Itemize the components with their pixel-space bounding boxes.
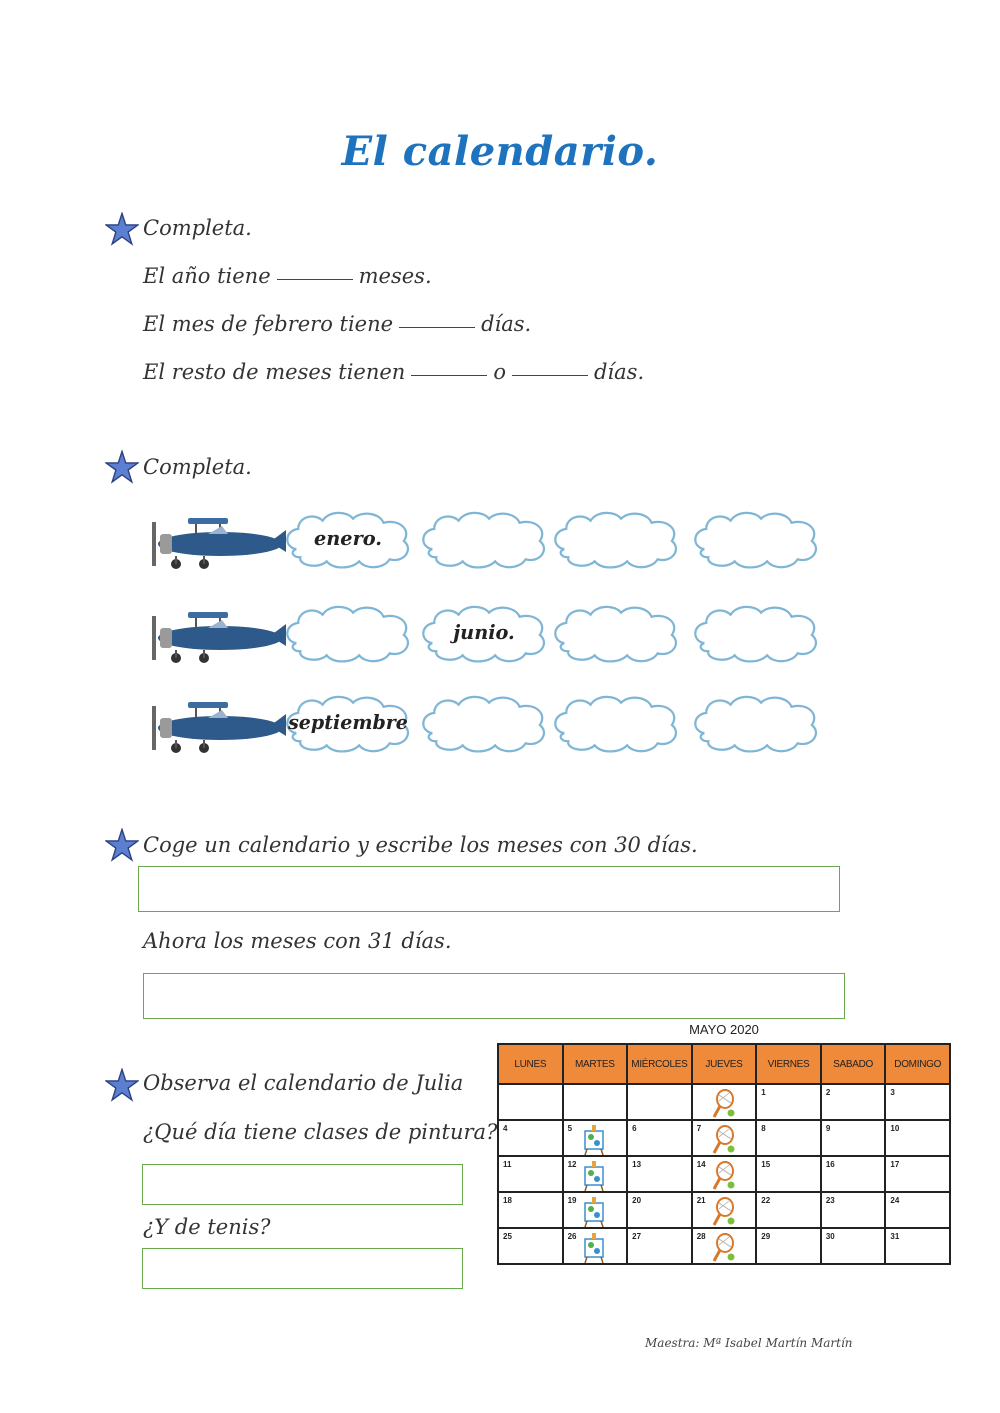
cloud-answer[interactable] xyxy=(550,600,682,666)
calendar-day-cell xyxy=(821,1120,886,1156)
footer-teacher: Maestra: Mª Isabel Martín Martín xyxy=(645,1336,853,1350)
cloud-answer[interactable] xyxy=(282,506,414,572)
blank-input[interactable] xyxy=(277,279,353,280)
calendar-day-header: DOMINGO xyxy=(885,1044,950,1084)
months-30-days-input[interactable] xyxy=(138,866,840,912)
calendar-week-row xyxy=(498,1156,950,1192)
calendar-day-cell xyxy=(821,1192,886,1228)
tennis-racket-icon xyxy=(711,1125,735,1155)
calendar-day-number: 4 xyxy=(503,1124,508,1133)
calendar-week-row xyxy=(498,1120,950,1156)
calendar-day-cell xyxy=(498,1084,563,1120)
section2-heading: Completa. xyxy=(143,455,252,479)
section3-heading: Coge un calendario y escribe los meses con 30 días. xyxy=(143,833,698,857)
cloud-answer[interactable] xyxy=(690,600,822,666)
calendar-day-header: VIERNES xyxy=(756,1044,821,1084)
cloud-answer[interactable] xyxy=(418,506,550,572)
blank-input[interactable] xyxy=(512,375,588,376)
cloud-word: septiembre xyxy=(287,711,408,735)
calendar-day-number: 31 xyxy=(890,1232,900,1241)
section1-heading: Completa. xyxy=(143,216,252,240)
calendar-day-cell xyxy=(885,1192,950,1228)
calendar-day-number: 3 xyxy=(890,1088,895,1097)
calendar-day-cell xyxy=(627,1084,692,1120)
star-icon xyxy=(105,450,139,484)
blank-input[interactable] xyxy=(399,327,475,328)
tennis-answer-input[interactable] xyxy=(142,1248,463,1289)
calendar-day-cell xyxy=(821,1084,886,1120)
cloud-answer[interactable] xyxy=(550,690,682,756)
tennis-racket-icon xyxy=(711,1197,735,1227)
calendar-day-cell xyxy=(692,1156,757,1192)
section3-subheading: Ahora los meses con 31 días. xyxy=(143,929,452,953)
calendar-week-row xyxy=(498,1228,950,1264)
calendar-day-header: MARTES xyxy=(563,1044,628,1084)
calendar-day-cell xyxy=(756,1156,821,1192)
airplane-icon xyxy=(148,606,288,666)
calendar-day-cell xyxy=(692,1120,757,1156)
calendar-day-number: 23 xyxy=(825,1196,835,1205)
calendar-day-cell xyxy=(756,1120,821,1156)
calendar-day-number: 5 xyxy=(567,1124,573,1133)
calendar-day-cell xyxy=(563,1084,628,1120)
tennis-racket-icon xyxy=(711,1089,735,1119)
section1-line3: El resto de meses tienen o días. xyxy=(143,360,645,384)
calendar-day-number: 28 xyxy=(696,1232,706,1241)
calendar-day-cell xyxy=(885,1120,950,1156)
calendar-week-row xyxy=(498,1192,950,1228)
painting-answer-input[interactable] xyxy=(142,1164,463,1205)
cloud-answer[interactable] xyxy=(418,600,550,666)
calendar-day-number: 1 xyxy=(761,1088,766,1097)
calendar-day-cell xyxy=(563,1228,628,1264)
calendar-day-number: 6 xyxy=(632,1124,637,1133)
page-title: El calendario. xyxy=(341,128,659,175)
calendar-day-number: 15 xyxy=(761,1160,771,1169)
calendar-day-cell xyxy=(563,1192,628,1228)
star-icon xyxy=(105,828,139,862)
calendar-day-cell xyxy=(498,1228,563,1264)
calendar-day-header: SABADO xyxy=(821,1044,886,1084)
calendar-day-cell xyxy=(498,1156,563,1192)
question-painting: ¿Qué día tiene clases de pintura? xyxy=(143,1120,498,1144)
cloud-answer[interactable] xyxy=(550,506,682,572)
section4-heading: Observa el calendario de Julia xyxy=(143,1071,464,1095)
calendar-header-row xyxy=(498,1044,950,1084)
section1-line1: El año tiene meses. xyxy=(143,264,432,288)
tennis-racket-icon xyxy=(711,1233,735,1263)
calendar-day-cell xyxy=(756,1084,821,1120)
calendar-day-number: 11 xyxy=(503,1160,512,1169)
calendar-week-row xyxy=(498,1084,950,1120)
calendar-day-cell xyxy=(627,1228,692,1264)
airplane-icon xyxy=(148,696,288,756)
calendar-day-number: 25 xyxy=(503,1232,512,1241)
calendar-day-number: 12 xyxy=(567,1160,577,1169)
blank-input[interactable] xyxy=(411,375,487,376)
calendar-day-cell xyxy=(563,1156,628,1192)
calendar-day-number: 19 xyxy=(567,1196,577,1205)
airplane-icon xyxy=(148,512,288,572)
painting-easel-icon xyxy=(582,1161,606,1191)
calendar-day-cell xyxy=(563,1120,628,1156)
calendar-day-cell xyxy=(756,1228,821,1264)
painting-easel-icon xyxy=(582,1233,606,1263)
cloud-word: enero. xyxy=(314,527,382,551)
calendar-day-number: 18 xyxy=(503,1196,512,1205)
calendar-day-cell xyxy=(756,1192,821,1228)
cloud-word: junio. xyxy=(453,621,515,645)
calendar-day-number: 14 xyxy=(696,1160,706,1169)
calendar-day-number: 21 xyxy=(696,1196,706,1205)
calendar-day-cell xyxy=(627,1192,692,1228)
painting-easel-icon xyxy=(582,1125,606,1155)
section1-line2: El mes de febrero tiene días. xyxy=(143,312,532,336)
calendar-day-number: 24 xyxy=(890,1196,900,1205)
calendar-day-number: 8 xyxy=(761,1124,766,1133)
calendar-day-cell xyxy=(692,1192,757,1228)
calendar-day-header: JUEVES xyxy=(692,1044,757,1084)
calendar-day-cell xyxy=(885,1228,950,1264)
calendar-title: MAYO 2020 xyxy=(689,1022,759,1037)
months-31-days-input[interactable] xyxy=(143,973,845,1019)
calendar-day-number: 26 xyxy=(567,1232,577,1241)
calendar-day-number: 7 xyxy=(696,1124,702,1133)
tennis-racket-icon xyxy=(711,1161,735,1191)
calendar-day-header: MIÉRCOLES xyxy=(627,1044,692,1084)
question-tennis: ¿Y de tenis? xyxy=(143,1215,271,1239)
calendar-day-number: 16 xyxy=(825,1160,835,1169)
cloud-answer[interactable] xyxy=(418,690,550,756)
calendar-day-cell xyxy=(498,1120,563,1156)
star-icon xyxy=(105,1068,139,1102)
calendar-day-cell xyxy=(692,1084,757,1120)
calendar-day-number: 27 xyxy=(632,1232,642,1241)
calendar-day-cell xyxy=(498,1192,563,1228)
calendar-day-number: 2 xyxy=(825,1088,831,1097)
calendar-day-number: 29 xyxy=(761,1232,771,1241)
cloud-answer[interactable] xyxy=(690,506,822,572)
calendar-day-number: 13 xyxy=(632,1160,642,1169)
calendar-day-cell xyxy=(627,1120,692,1156)
calendar-day-number: 30 xyxy=(825,1232,835,1241)
calendar-day-header: LUNES xyxy=(498,1044,563,1084)
calendar-day-cell xyxy=(627,1156,692,1192)
cloud-answer[interactable] xyxy=(690,690,822,756)
calendar-day-number: 22 xyxy=(761,1196,771,1205)
calendar-day-cell xyxy=(692,1228,757,1264)
calendar-day-cell xyxy=(885,1084,950,1120)
calendar-day-cell xyxy=(885,1156,950,1192)
painting-easel-icon xyxy=(582,1197,606,1227)
calendar-day-cell xyxy=(821,1228,886,1264)
cloud-answer[interactable] xyxy=(282,600,414,666)
calendar-day-number: 17 xyxy=(890,1160,900,1169)
calendar-table xyxy=(497,1043,951,1265)
cloud-answer[interactable] xyxy=(282,690,414,756)
calendar-day-number: 10 xyxy=(890,1124,900,1133)
star-icon xyxy=(105,212,139,246)
calendar-day-number: 9 xyxy=(825,1124,831,1133)
calendar-day-cell xyxy=(821,1156,886,1192)
calendar-day-number: 20 xyxy=(632,1196,642,1205)
